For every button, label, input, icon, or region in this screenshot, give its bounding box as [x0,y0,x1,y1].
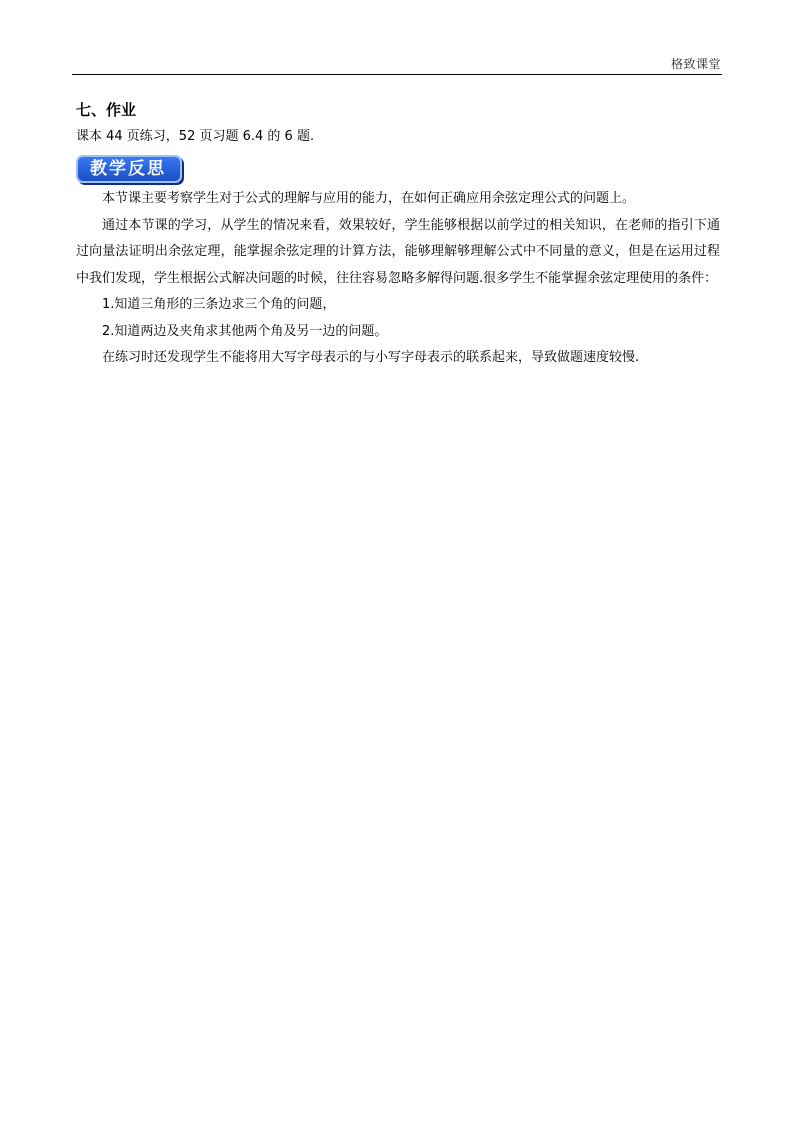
reflection-body [76,186,720,372]
reflection-paragraph: 通过本节课的学习，从学生的情况来看，效果较好，学生能够根据以前学过的相关知识，在老师的指引下通过向量法证明出余弦定理，能掌握余弦定理的计算方法，能够理解够理解公式中不同量的意义，但是在运用过程中我们发现，学生根据公式解决问题的时候，往往容易忽略多解得问题.很多学生不能掌握余弦定理使用的条件： [76,217,720,286]
reflection-list-item: 1.知道三角形的三条边求三个角的问题， [102,297,336,312]
reflection-paragraph: 本节课主要考察学生对于公式的理解与应用的能力，在如何正确应用余弦定理公式的问题上。 [102,191,636,206]
header-divider [72,74,722,75]
header-brand: 格致课堂 [670,57,721,71]
teaching-reflection-badge: 教学反思 [76,155,182,183]
page-content [76,96,720,372]
reflection-list-item: 2.知道两边及夹角求其他两个角及另一边的问题。 [102,323,388,339]
homework-text: 课本 44 页练习，52 页习题 6.4 的 6 题. [76,129,315,144]
section-heading-homework: 七、作业 [76,101,137,119]
reflection-paragraph: 在练习时还发现学生不能将用大写字母表示的与小写字母表示的联系起来，导致做题速度较慢. [102,350,640,365]
